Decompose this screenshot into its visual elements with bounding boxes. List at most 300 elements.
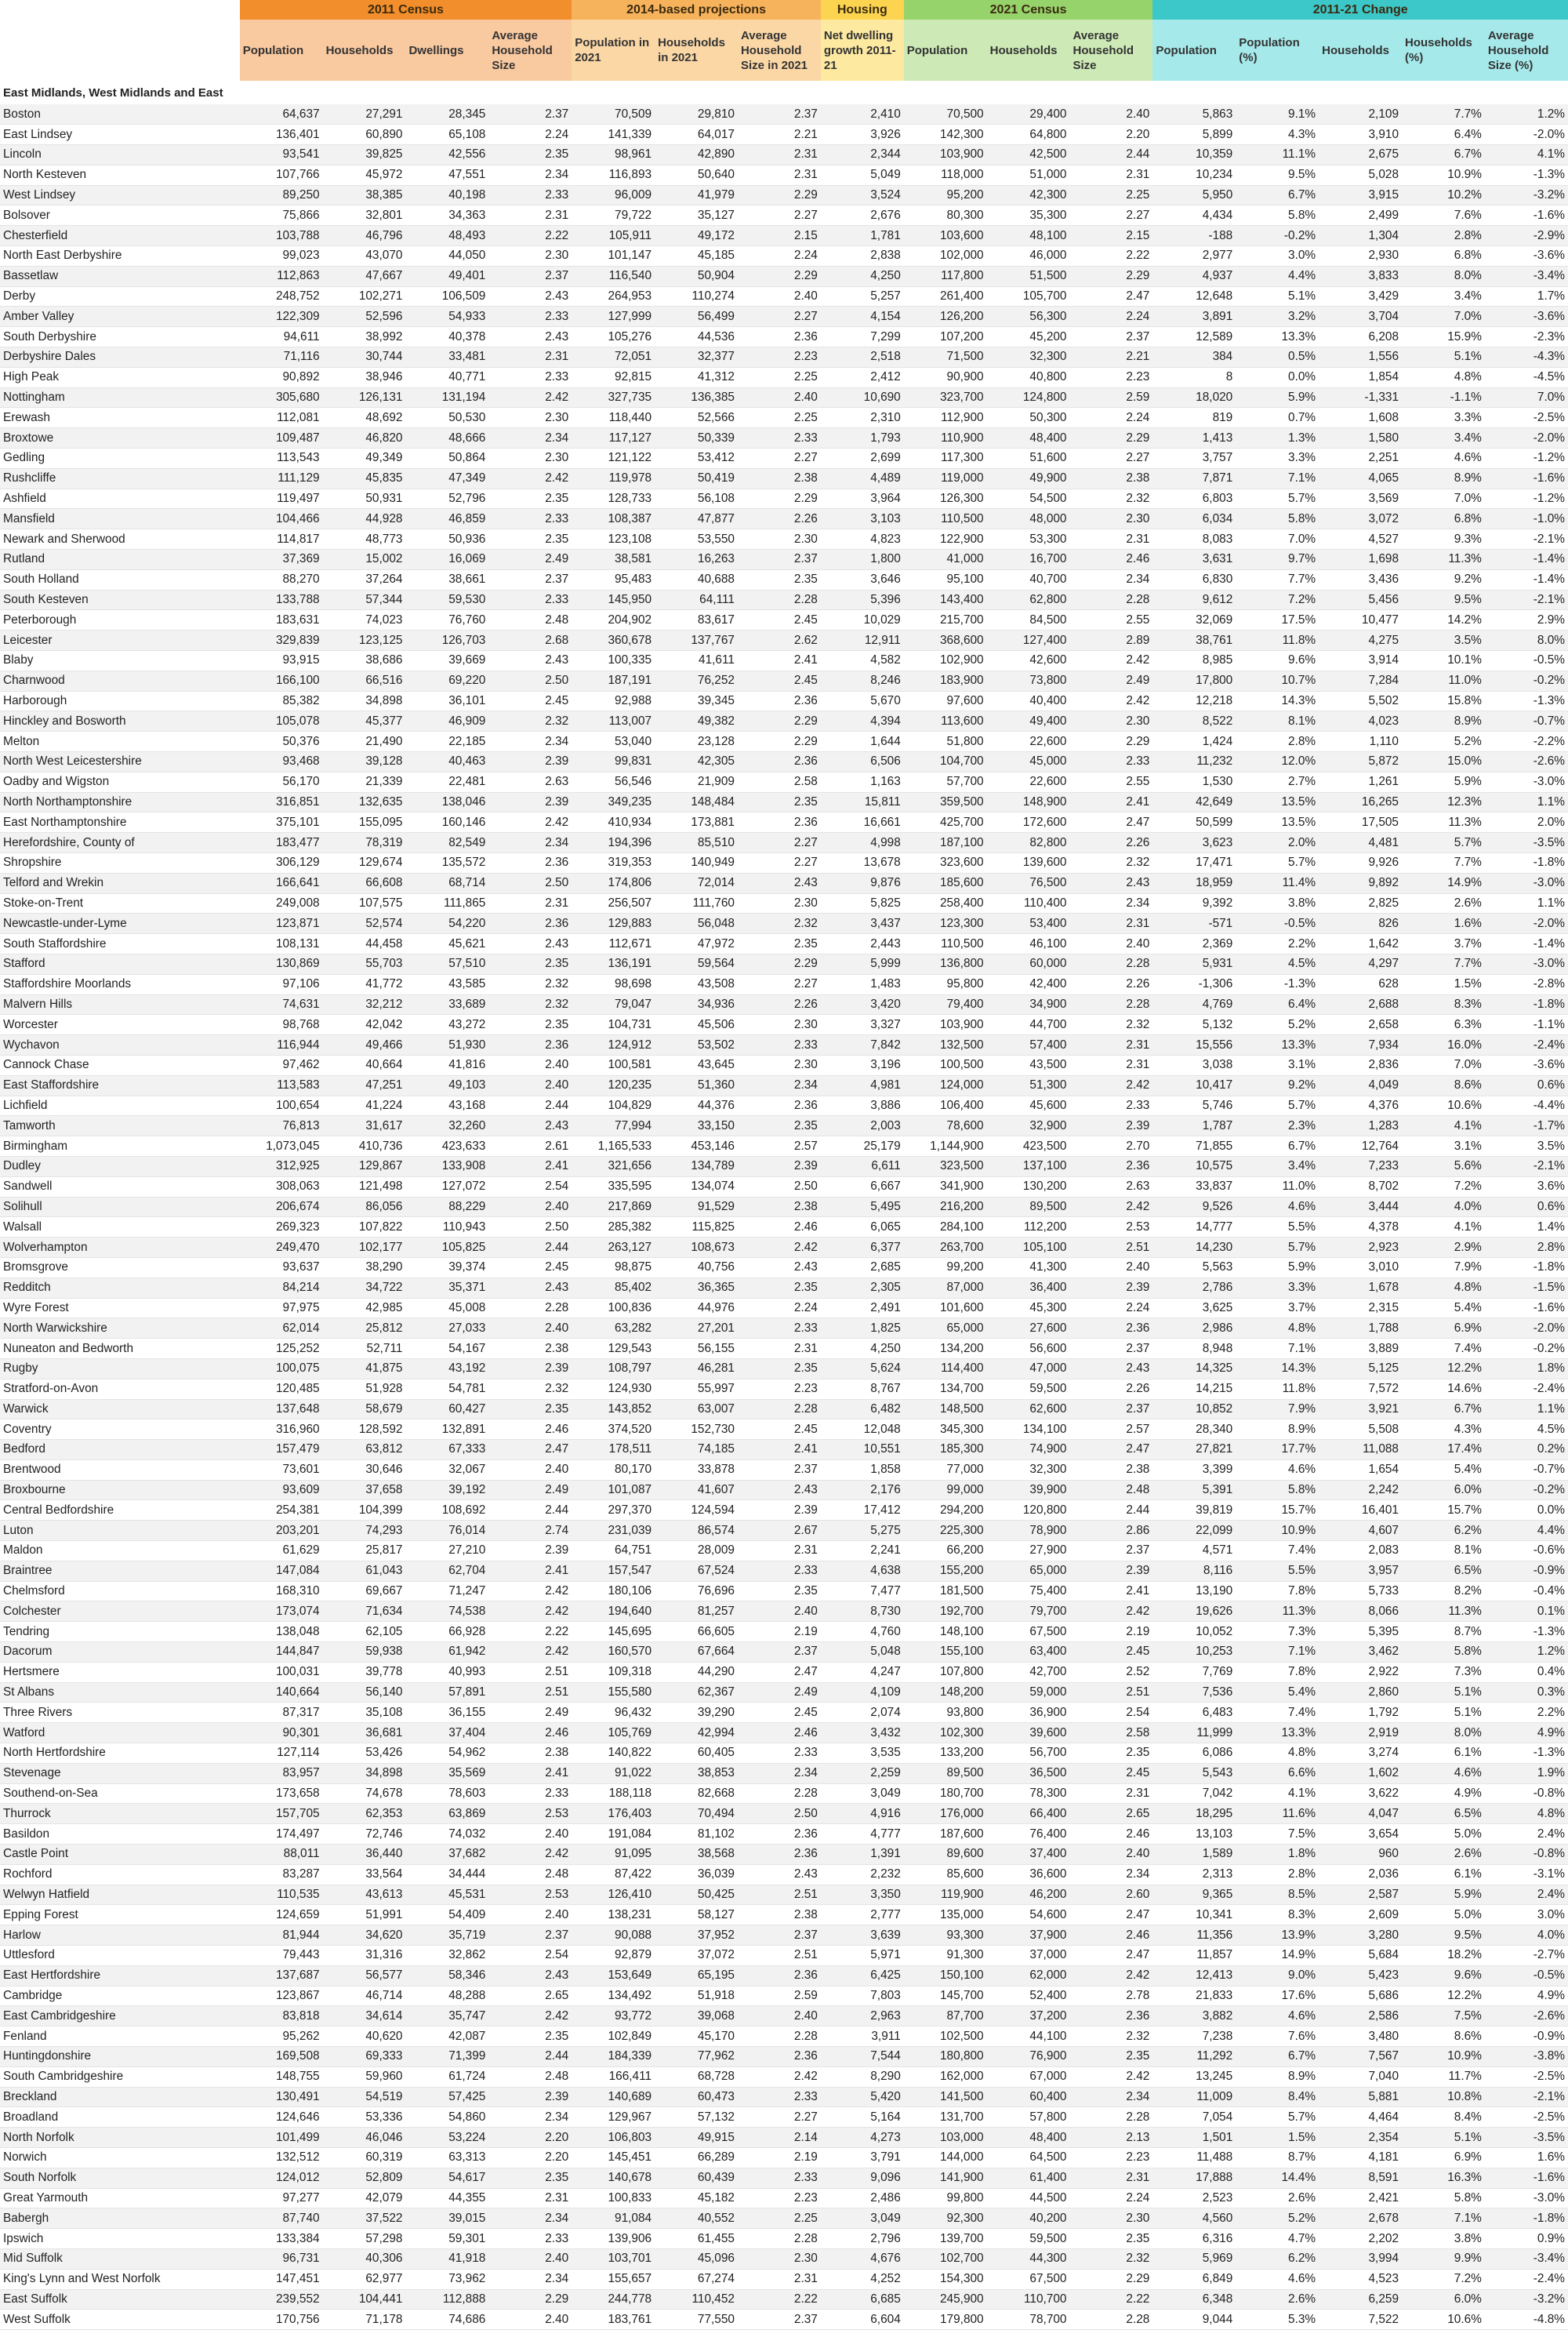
table-cell: 42,305	[655, 752, 738, 772]
district-name: Bromsgrove	[0, 1257, 240, 1278]
table-cell: 89,500	[987, 1197, 1070, 1217]
table-cell: 130,491	[240, 2087, 323, 2107]
table-cell: 297,370	[572, 1500, 655, 1521]
table-cell: 46,281	[655, 1358, 738, 1379]
table-cell: 106,509	[405, 286, 488, 307]
table-cell: 1.4%	[1485, 1217, 1568, 1238]
district-name: Central Bedfordshire	[0, 1500, 240, 1521]
table-cell: 254,381	[240, 1500, 323, 1521]
district-name: East Northamptonshire	[0, 812, 240, 833]
table-cell: 7.7%	[1402, 852, 1485, 873]
table-cell: 11.0%	[1402, 671, 1485, 691]
table-cell: 3.1%	[1236, 1055, 1319, 1075]
district-name: Newcastle-under-Lyme	[0, 914, 240, 934]
table-cell: 85,600	[904, 1864, 987, 1885]
table-row	[0, 2006, 1568, 2026]
table-cell: 32,067	[405, 1459, 488, 1480]
table-cell: 41,224	[323, 1096, 406, 1116]
table-cell: 187,191	[572, 671, 655, 691]
table-cell: 2.42	[1070, 1075, 1153, 1096]
table-cell: 44,355	[405, 2188, 488, 2208]
table-cell: 2.40	[488, 1824, 572, 1845]
table-cell: 2.24	[1070, 408, 1153, 428]
table-cell: 48,666	[405, 428, 488, 449]
table-cell: 148,200	[904, 1682, 987, 1703]
table-cell: 91,022	[572, 1763, 655, 1783]
table-cell: 4,527	[1319, 529, 1402, 550]
table-cell: 2,305	[821, 1278, 904, 1298]
table-cell: 111,760	[655, 893, 738, 914]
table-cell: 2.41	[488, 1763, 572, 1783]
table-cell: 87,000	[904, 1278, 987, 1298]
table-cell: 1,073,045	[240, 1136, 323, 1157]
table-cell: 2,678	[1319, 2208, 1402, 2229]
table-row	[0, 1541, 1568, 1561]
table-cell: 36,365	[655, 1278, 738, 1298]
table-cell: 2.30	[1070, 711, 1153, 732]
table-cell: 111,129	[240, 468, 323, 489]
table-cell: 2.28	[1070, 994, 1153, 1015]
table-cell: 17,800	[1152, 671, 1236, 691]
table-cell: 90,088	[572, 1925, 655, 1946]
table-cell: 133,788	[240, 590, 323, 610]
table-cell: 172,600	[987, 812, 1070, 833]
table-cell: 95,100	[904, 569, 987, 590]
table-cell: 15.7%	[1402, 1500, 1485, 1521]
table-cell: 6.7%	[1402, 145, 1485, 165]
table-cell: 1,858	[821, 1459, 904, 1480]
table-cell: 132,635	[323, 792, 406, 812]
table-cell: 4.6%	[1402, 449, 1485, 469]
table-cell: 4,607	[1319, 1521, 1402, 1541]
table-cell: 99,831	[572, 752, 655, 772]
table-cell: 9,526	[1152, 1197, 1236, 1217]
table-cell: 43,613	[323, 1885, 406, 1905]
table-cell: 155,657	[572, 2269, 655, 2289]
table-cell: 1,556	[1319, 347, 1402, 368]
table-cell: 66,608	[323, 873, 406, 893]
table-cell: 25,812	[323, 1318, 406, 1339]
table-cell: 319,353	[572, 852, 655, 873]
table-cell: 61,400	[987, 2168, 1070, 2188]
table-cell: 64,500	[987, 2147, 1070, 2168]
district-name: Brentwood	[0, 1459, 240, 1480]
table-cell: 43,192	[405, 1358, 488, 1379]
table-cell: 2.6%	[1236, 2289, 1319, 2310]
district-name: South Cambridgeshire	[0, 2066, 240, 2087]
table-cell: 47,972	[655, 934, 738, 954]
table-cell: -1.2%	[1485, 489, 1568, 509]
table-cell: 2,658	[1319, 1015, 1402, 1035]
table-cell: 9.2%	[1402, 569, 1485, 590]
table-cell: 2.31	[1070, 914, 1153, 934]
table-cell: 2.32	[1070, 2248, 1153, 2269]
table-cell: 2.35	[1070, 1743, 1153, 1764]
table-cell: 3,623	[1152, 833, 1236, 853]
table-cell: 148,100	[904, 1622, 987, 1642]
table-cell: 17,888	[1152, 2168, 1236, 2188]
table-cell: 12,413	[1152, 1965, 1236, 1986]
table-cell: 37,952	[655, 1925, 738, 1946]
table-cell: 6.1%	[1402, 1743, 1485, 1764]
table-cell: -1.8%	[1485, 1257, 1568, 1278]
table-cell: 2.42	[488, 387, 572, 408]
table-cell: 2.52	[1070, 1662, 1153, 1682]
table-cell: 74,185	[655, 1440, 738, 1460]
table-cell: 9,096	[821, 2168, 904, 2188]
table-row	[0, 1885, 1568, 1905]
table-cell: 2.43	[488, 651, 572, 671]
table-cell: 104,466	[240, 509, 323, 529]
table-cell: 134,492	[572, 1986, 655, 2006]
table-cell: 57,700	[904, 772, 987, 792]
table-cell: 2.33	[488, 307, 572, 327]
table-cell: 0.4%	[1485, 1662, 1568, 1682]
table-cell: 51,930	[405, 1035, 488, 1056]
table-cell: 6.7%	[1236, 185, 1319, 205]
district-name: Wolverhampton	[0, 1238, 240, 1258]
table-cell: 97,462	[240, 1055, 323, 1075]
district-name: Solihull	[0, 1197, 240, 1217]
table-cell: 3.7%	[1236, 1298, 1319, 1318]
table-cell: -1.4%	[1485, 569, 1568, 590]
district-name: Chelmsford	[0, 1581, 240, 1601]
table-cell: 86,574	[655, 1521, 738, 1541]
table-cell: 111,865	[405, 893, 488, 914]
table-cell: 3,420	[821, 994, 904, 1015]
table-cell: 1.5%	[1236, 2128, 1319, 2148]
table-cell: 2.25	[1070, 185, 1153, 205]
table-cell: 2,486	[821, 2188, 904, 2208]
table-cell: 64,800	[987, 125, 1070, 145]
table-cell: 30,646	[323, 1459, 406, 1480]
table-cell: 3,791	[821, 2147, 904, 2168]
table-row	[0, 1480, 1568, 1500]
table-cell: -0.7%	[1485, 1459, 1568, 1480]
table-cell: 63,313	[405, 2147, 488, 2168]
table-cell: 6,377	[821, 1238, 904, 1258]
table-cell: 9.5%	[1236, 165, 1319, 185]
table-cell: 47,251	[323, 1075, 406, 1096]
table-cell: 87,317	[240, 1703, 323, 1723]
table-cell: 27,210	[405, 1541, 488, 1561]
table-cell: 38,581	[572, 550, 655, 570]
table-cell: 1,602	[1319, 1763, 1402, 1783]
table-row	[0, 569, 1568, 590]
table-cell: 2.34	[488, 2208, 572, 2229]
table-cell: 1,793	[821, 428, 904, 449]
table-cell: -0.4%	[1485, 1581, 1568, 1601]
table-cell: 375,101	[240, 812, 323, 833]
table-cell: 2,036	[1319, 1864, 1402, 1885]
table-cell: 40,756	[655, 1257, 738, 1278]
table-cell: -0.5%	[1485, 651, 1568, 671]
table-cell: 67,000	[987, 2066, 1070, 2087]
table-cell: 10,575	[1152, 1156, 1236, 1176]
table-cell: 155,100	[904, 1642, 987, 1663]
table-cell: 29,400	[987, 104, 1070, 125]
table-cell: 45,200	[987, 327, 1070, 347]
table-cell: 10,341	[1152, 1905, 1236, 1925]
table-cell: 19,626	[1152, 1601, 1236, 1622]
table-cell: 180,106	[572, 1581, 655, 1601]
table-cell: 40,800	[987, 367, 1070, 387]
table-cell: 39,192	[405, 1480, 488, 1500]
table-cell: 5.7%	[1236, 1238, 1319, 1258]
table-cell: 60,405	[655, 1743, 738, 1764]
table-cell: 43,645	[655, 1055, 738, 1075]
table-cell: 70,509	[572, 104, 655, 125]
table-cell: 2.20	[488, 2128, 572, 2148]
district-name: Broadland	[0, 2107, 240, 2128]
table-cell: 2,518	[821, 347, 904, 368]
table-row	[0, 833, 1568, 853]
table-cell: 49,401	[405, 266, 488, 286]
table-cell: 95,800	[904, 974, 987, 994]
table-cell: 4,489	[821, 468, 904, 489]
table-cell: 160,570	[572, 1642, 655, 1663]
table-cell: 140,678	[572, 2168, 655, 2188]
table-cell: 2.4%	[1485, 1885, 1568, 1905]
table-cell: 2.36	[1070, 1318, 1153, 1339]
table-cell: 2.21	[1070, 347, 1153, 368]
table-cell: 47,551	[405, 165, 488, 185]
table-cell: 2.63	[1070, 1176, 1153, 1197]
table-cell: 46,820	[323, 428, 406, 449]
table-cell: 101,087	[572, 1480, 655, 1500]
table-cell: 2.74	[488, 1521, 572, 1541]
table-cell: 5.1%	[1402, 347, 1485, 368]
table-cell: 2.41	[738, 651, 821, 671]
table-row	[0, 1298, 1568, 1318]
table-cell: -1.1%	[1485, 1015, 1568, 1035]
table-row	[0, 1339, 1568, 1359]
table-row	[0, 1500, 1568, 1521]
table-cell: 2.40	[1070, 1845, 1153, 1865]
table-cell: 4,560	[1152, 2208, 1236, 2229]
table-cell: 71,116	[240, 347, 323, 368]
table-cell: 8.5%	[1236, 1885, 1319, 1905]
table-cell: 36,681	[323, 1723, 406, 1743]
district-name: Welwyn Hatfield	[0, 1885, 240, 1905]
table-cell: 2.39	[1070, 1278, 1153, 1298]
group-header-c21: 2021 Census	[904, 0, 1153, 20]
table-cell: 2.45	[738, 1419, 821, 1440]
table-cell: 3,480	[1319, 2026, 1402, 2047]
table-cell: 46,859	[405, 509, 488, 529]
table-cell: 384	[1152, 347, 1236, 368]
table-cell: 112,081	[240, 408, 323, 428]
table-cell: 85,382	[240, 691, 323, 711]
table-cell: 136,800	[904, 954, 987, 974]
table-cell: 12.3%	[1402, 792, 1485, 812]
district-name: Chesterfield	[0, 226, 240, 246]
table-cell: 75,866	[240, 205, 323, 226]
table-cell: 3,910	[1319, 125, 1402, 145]
table-cell: 6,259	[1319, 2289, 1402, 2310]
table-cell: 50,931	[323, 489, 406, 509]
district-name: Rugby	[0, 1358, 240, 1379]
table-row	[0, 2087, 1568, 2107]
table-cell: 50,425	[655, 1885, 738, 1905]
table-cell: 1.6%	[1485, 2147, 1568, 2168]
table-cell: 43,585	[405, 974, 488, 994]
table-cell: 2,410	[821, 104, 904, 125]
table-cell: 110,535	[240, 1885, 323, 1905]
table-cell: 2.51	[1070, 1682, 1153, 1703]
table-cell: 6.7%	[1236, 1136, 1319, 1157]
table-cell: 45,600	[987, 1096, 1070, 1116]
table-cell: 45,531	[405, 1885, 488, 1905]
table-cell: 107,766	[240, 165, 323, 185]
table-cell: 4.6%	[1236, 1197, 1319, 1217]
table-cell: 2.33	[738, 1318, 821, 1339]
table-cell: 327,735	[572, 387, 655, 408]
table-cell: 39,015	[405, 2208, 488, 2229]
table-cell: 6,065	[821, 1217, 904, 1238]
district-name: Worcester	[0, 1015, 240, 1035]
table-cell: 6.7%	[1402, 1399, 1485, 1419]
table-cell: 2.44	[1070, 145, 1153, 165]
table-cell: 3,436	[1319, 569, 1402, 590]
table-cell: 5.7%	[1236, 1096, 1319, 1116]
table-cell: 78,300	[987, 1783, 1070, 1804]
table-cell: 10,417	[1152, 1075, 1236, 1096]
table-cell: 2.36	[738, 1824, 821, 1845]
table-cell: 49,466	[323, 1035, 406, 1056]
table-cell: 54,860	[405, 2107, 488, 2128]
table-cell: 103,900	[904, 145, 987, 165]
table-cell: 63,869	[405, 1804, 488, 1824]
table-cell: 9.0%	[1236, 1965, 1319, 1986]
table-cell: 93,637	[240, 1257, 323, 1278]
table-cell: 349,235	[572, 792, 655, 812]
table-cell: 39,900	[987, 1480, 1070, 1500]
table-cell: 1,642	[1319, 934, 1402, 954]
table-cell: 93,609	[240, 1480, 323, 1500]
table-cell: 2.33	[738, 2087, 821, 2107]
table-cell: 132,500	[904, 1035, 987, 1056]
table-cell: 2.35	[488, 489, 572, 509]
table-cell: 17.6%	[1236, 1986, 1319, 2006]
table-cell: 47,667	[323, 266, 406, 286]
table-cell: 66,516	[323, 671, 406, 691]
table-cell: 2.43	[488, 1278, 572, 1298]
table-row	[0, 246, 1568, 267]
table-cell: 56,546	[572, 772, 655, 792]
table-cell: 3,049	[821, 1783, 904, 1804]
table-cell: 2.37	[488, 1925, 572, 1946]
table-cell: 53,412	[655, 449, 738, 469]
table-cell: 8.9%	[1402, 468, 1485, 489]
table-cell: 54,409	[405, 1905, 488, 1925]
table-cell: 9.1%	[1236, 104, 1319, 125]
table-cell: 2.40	[738, 2006, 821, 2026]
table-cell: 53,300	[987, 529, 1070, 550]
table-cell: 2.36	[488, 852, 572, 873]
table-cell: 54,220	[405, 914, 488, 934]
table-cell: 7.3%	[1402, 1662, 1485, 1682]
table-cell: 3,327	[821, 1015, 904, 1035]
table-cell: 87,740	[240, 2208, 323, 2229]
table-cell: 7,769	[1152, 1662, 1236, 1682]
table-cell: 5.7%	[1402, 833, 1485, 853]
table-cell: 5.8%	[1236, 205, 1319, 226]
table-cell: -2.1%	[1485, 529, 1568, 550]
table-cell: 66,200	[904, 1541, 987, 1561]
table-cell: 2,083	[1319, 1541, 1402, 1561]
table-cell: 103,701	[572, 2248, 655, 2269]
table-cell: 16,069	[405, 550, 488, 570]
table-cell: 1,792	[1319, 1703, 1402, 1723]
table-cell: 83,617	[655, 610, 738, 631]
table-cell: 2.30	[738, 529, 821, 550]
table-cell: -2.4%	[1485, 1035, 1568, 1056]
table-row	[0, 1521, 1568, 1541]
table-cell: 97,106	[240, 974, 323, 994]
table-cell: 51,500	[987, 266, 1070, 286]
table-cell: 27,821	[1152, 1440, 1236, 1460]
table-cell: 2,825	[1319, 893, 1402, 914]
table-cell: 4,297	[1319, 954, 1402, 974]
table-cell: 2.41	[1070, 792, 1153, 812]
table-cell: 3,921	[1319, 1399, 1402, 1419]
table-cell: 2.42	[488, 2006, 572, 2026]
district-name: Mid Suffolk	[0, 2248, 240, 2269]
table-cell: 51,928	[323, 1379, 406, 1399]
table-cell: 7,040	[1319, 2066, 1402, 2087]
table-cell: 12,218	[1152, 691, 1236, 711]
table-cell: 185,300	[904, 1440, 987, 1460]
table-row	[0, 1905, 1568, 1925]
table-cell: 1,698	[1319, 550, 1402, 570]
table-cell: 8.2%	[1402, 1581, 1485, 1601]
table-cell: 4,250	[821, 266, 904, 286]
district-name: North East Derbyshire	[0, 246, 240, 267]
table-cell: 59,000	[987, 1682, 1070, 1703]
district-name: Dudley	[0, 1156, 240, 1176]
table-cell: 81,944	[240, 1925, 323, 1946]
table-cell: 16,661	[821, 812, 904, 833]
table-cell: 2,259	[821, 1763, 904, 1783]
table-cell: 17,412	[821, 1500, 904, 1521]
table-cell: 2.49	[1070, 671, 1153, 691]
table-cell: 48,000	[987, 509, 1070, 529]
table-cell: 5,969	[1152, 2248, 1236, 2269]
table-cell: 34,614	[323, 2006, 406, 2026]
table-row	[0, 2026, 1568, 2047]
table-cell: 11,292	[1152, 2047, 1236, 2067]
table-cell: 2.30	[1070, 2208, 1153, 2229]
table-cell: 6,803	[1152, 489, 1236, 509]
table-cell: 6.6%	[1236, 1763, 1319, 1783]
table-cell: 46,046	[323, 2128, 406, 2148]
table-cell: 2.38	[1070, 1459, 1153, 1480]
table-cell: 1,163	[821, 772, 904, 792]
table-cell: 13.3%	[1236, 1723, 1319, 1743]
table-cell: 3,964	[821, 489, 904, 509]
table-cell: 18,020	[1152, 387, 1236, 408]
table-cell: 2.42	[738, 1238, 821, 1258]
table-cell: 9.9%	[1402, 2248, 1485, 2269]
table-cell: 329,839	[240, 631, 323, 651]
table-header	[0, 0, 1568, 81]
table-cell: 7,299	[821, 327, 904, 347]
table-cell: 2.37	[488, 104, 572, 125]
table-cell: 119,497	[240, 489, 323, 509]
table-cell: 3.4%	[1402, 286, 1485, 307]
table-cell: 10.8%	[1402, 2087, 1485, 2107]
